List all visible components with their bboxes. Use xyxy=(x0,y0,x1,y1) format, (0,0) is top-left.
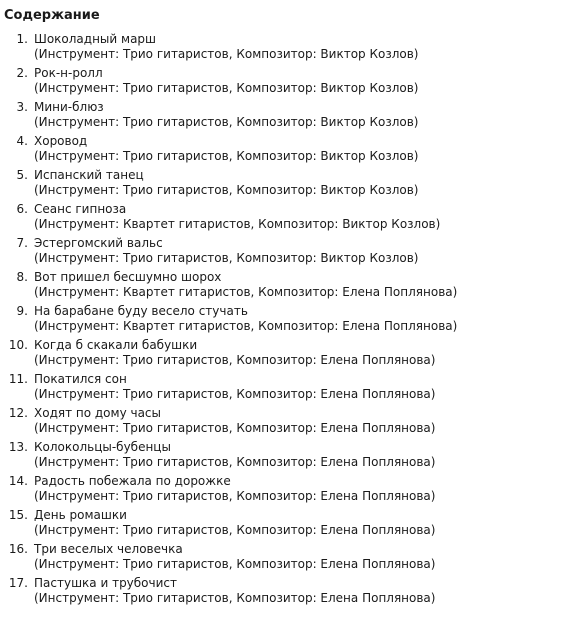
item-title: Когда б скакали бабушки xyxy=(34,338,198,352)
item-number: 8. xyxy=(16,270,28,284)
item-details: (Инструмент: Квартет гитаристов, Композитор: Виктор Козлов) xyxy=(34,217,441,231)
item-number: 17. xyxy=(8,576,28,590)
item-number: 15. xyxy=(8,508,28,522)
item-title: Хоровод xyxy=(34,134,88,148)
item-number: 9. xyxy=(16,304,28,318)
item-details: (Инструмент: Трио гитаристов, Композитор: Виктор Козлов) xyxy=(34,149,419,163)
item-number: 6. xyxy=(16,202,28,216)
item-details: (Инструмент: Трио гитаристов, Композитор: Виктор Козлов) xyxy=(34,251,419,265)
item-details: (Инструмент: Трио гитаристов, Композитор: Елена Поплянова) xyxy=(34,455,436,469)
item-details: (Инструмент: Квартет гитаристов, Композитор: Елена Поплянова) xyxy=(34,285,458,299)
item-details: (Инструмент: Трио гитаристов, Композитор: Елена Поплянова) xyxy=(34,421,436,435)
item-details: (Инструмент: Трио гитаристов, Композитор: Елена Поплянова) xyxy=(34,489,436,503)
item-number: 12. xyxy=(8,406,28,420)
item-details: (Инструмент: Трио гитаристов, Композитор: Елена Поплянова) xyxy=(34,353,436,367)
item-title: На барабане буду весело стучать xyxy=(34,304,248,318)
item-details: (Инструмент: Трио гитаристов, Композитор: Виктор Козлов) xyxy=(34,47,419,61)
item-title: Ходят по дому часы xyxy=(34,406,162,420)
item-title: Три веселых человечка xyxy=(34,542,183,556)
item-title: Покатился сон xyxy=(34,372,127,386)
item-details: (Инструмент: Трио гитаристов, Композитор: Виктор Козлов) xyxy=(34,183,419,197)
item-details: (Инструмент: Трио гитаристов, Композитор: Елена Поплянова) xyxy=(34,557,436,571)
item-number: 16. xyxy=(8,542,28,556)
item-title: Вот пришел бесшумно шорох xyxy=(34,270,222,284)
item-details: (Инструмент: Квартет гитаристов, Композитор: Елена Поплянова) xyxy=(34,319,458,333)
item-title: Шоколадный марш xyxy=(34,32,157,46)
item-number: 7. xyxy=(16,236,28,250)
item-title: Пастушка и трубочист xyxy=(34,576,178,590)
item-number: 11. xyxy=(8,372,28,386)
item-number: 4. xyxy=(16,134,28,148)
item-number: 2. xyxy=(16,66,28,80)
item-details: (Инструмент: Трио гитаристов, Композитор: Елена Поплянова) xyxy=(34,387,436,401)
item-details: (Инструмент: Трио гитаристов, Композитор: Елена Поплянова) xyxy=(34,591,436,605)
item-number: 14. xyxy=(8,474,28,488)
item-details: (Инструмент: Трио гитаристов, Композитор: Елена Поплянова) xyxy=(34,523,436,537)
item-title: Эстергомский вальс xyxy=(34,236,163,250)
item-number: 1. xyxy=(16,32,28,46)
item-title: Радость побежала по дорожке xyxy=(34,474,231,488)
item-details: (Инструмент: Трио гитаристов, Композитор: Виктор Козлов) xyxy=(34,81,419,95)
item-number: 3. xyxy=(16,100,28,114)
item-title: Мини-блюз xyxy=(34,100,104,114)
item-title: Колокольцы-бубенцы xyxy=(34,440,171,454)
item-title: День ромашки xyxy=(34,508,127,522)
item-title: Сеанс гипноза xyxy=(34,202,127,216)
item-number: 13. xyxy=(8,440,28,454)
item-title: Рок-н-ролл xyxy=(34,66,103,80)
item-title: Испанский танец xyxy=(34,168,144,182)
item-number: 5. xyxy=(16,168,28,182)
item-number: 10. xyxy=(8,338,28,352)
contents-heading: Содержание xyxy=(4,8,100,23)
item-details: (Инструмент: Трио гитаристов, Композитор: Виктор Козлов) xyxy=(34,115,419,129)
